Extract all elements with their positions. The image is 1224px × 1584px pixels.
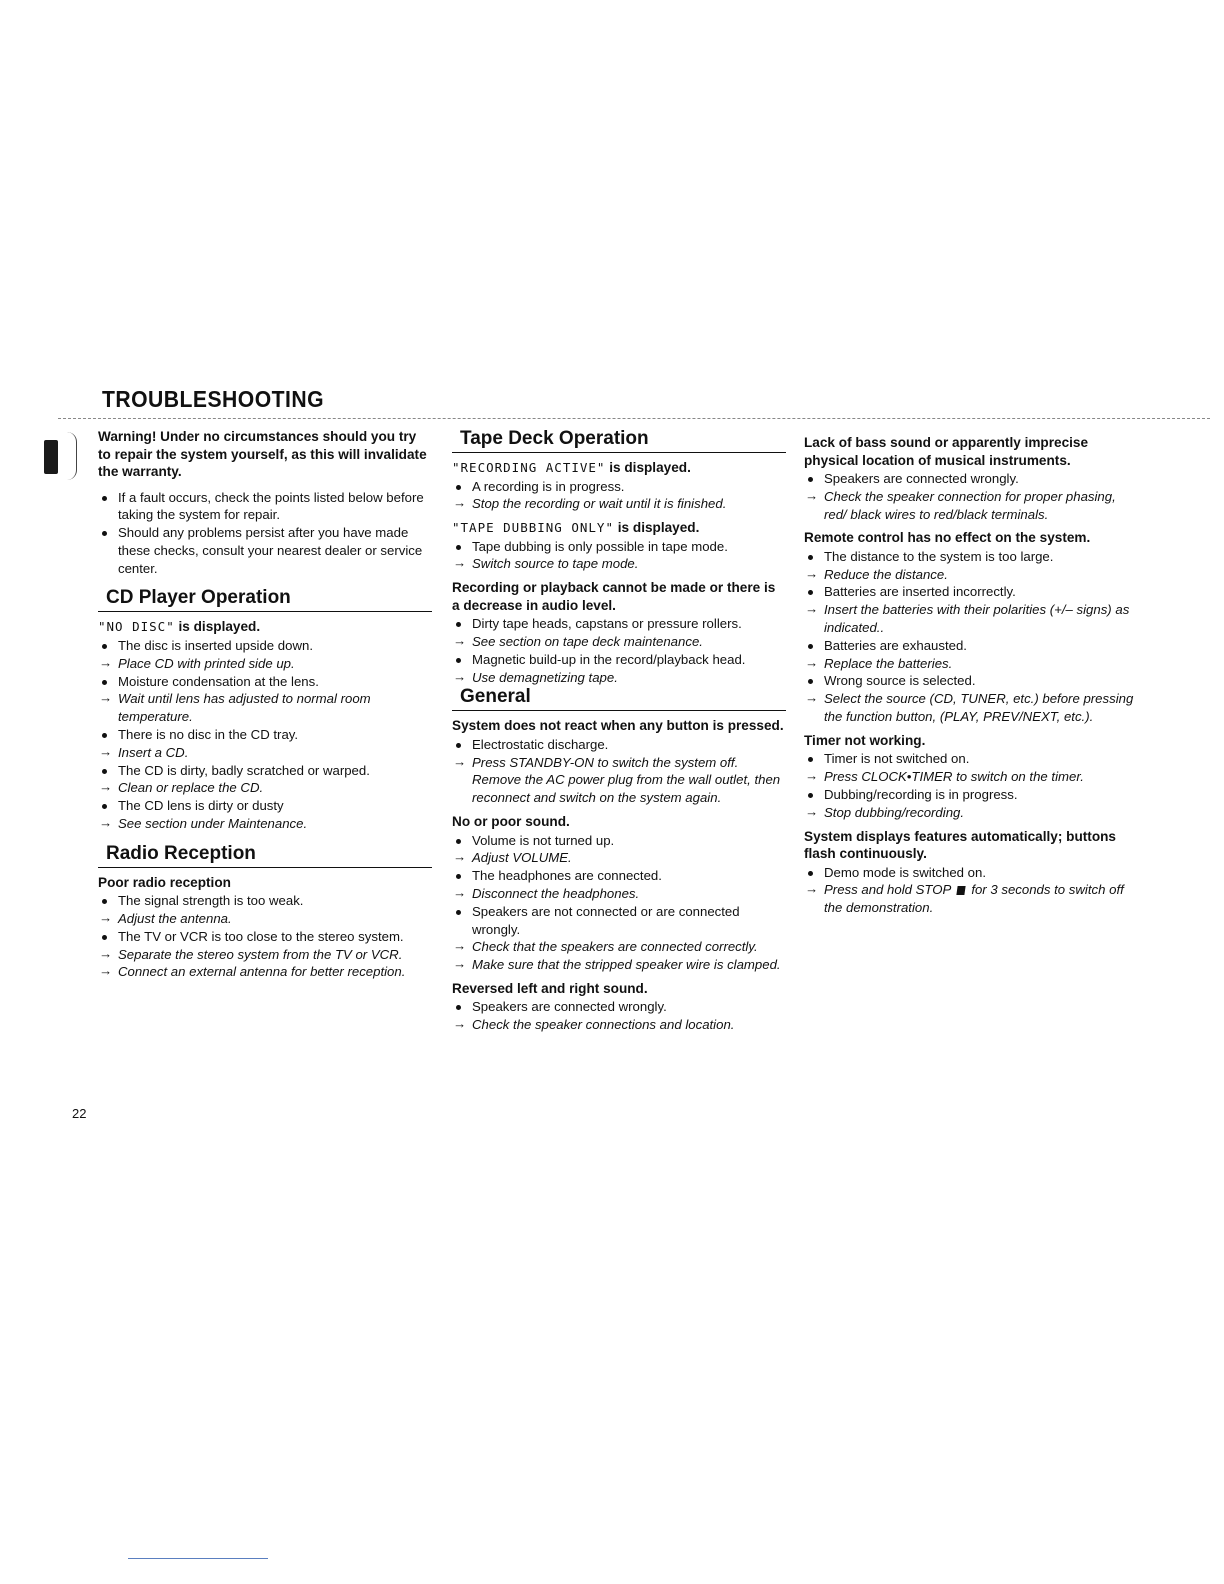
remedy-item bbox=[98, 779, 432, 797]
lcd-message: "RECORDING ACTIVE" bbox=[452, 460, 606, 475]
bullet-icon bbox=[102, 935, 107, 940]
remedy-item bbox=[804, 488, 1138, 524]
general-section-continued bbox=[804, 434, 1138, 917]
item-text: Connect an external antenna for better reception. bbox=[118, 964, 406, 980]
cause-item bbox=[804, 786, 1138, 804]
cause-item bbox=[98, 726, 432, 744]
cause-item bbox=[452, 651, 786, 669]
item-text: Adjust the antenna. bbox=[118, 911, 232, 927]
arrow-icon: → bbox=[99, 654, 113, 670]
cause-item bbox=[804, 583, 1138, 601]
problem-title bbox=[804, 529, 1138, 547]
problem-text: Lack of bass sound or apparently imprecise physical location of musical instruments. bbox=[804, 435, 1089, 468]
problem-text: No or poor sound. bbox=[452, 814, 570, 830]
item-text: Replace the batteries. bbox=[824, 655, 953, 671]
cause-item bbox=[452, 867, 786, 885]
cause-item bbox=[804, 470, 1138, 488]
item-text: Dirty tape heads, capstans or pressure rollers. bbox=[472, 616, 742, 632]
remedy-item bbox=[452, 885, 786, 903]
radio-section bbox=[98, 843, 432, 981]
item-text: Check the speaker connection for proper phasing, red/ black wires to red/black terminals. bbox=[824, 488, 1116, 522]
cause-item bbox=[804, 750, 1138, 768]
item-text: Disconnect the headphones. bbox=[472, 885, 640, 901]
arrow-icon: → bbox=[99, 690, 113, 706]
language-tab bbox=[36, 432, 84, 482]
problem-title bbox=[804, 732, 1138, 750]
item-text: Reduce the distance. bbox=[824, 566, 948, 582]
item-text: Stop the recording or wait until it is finished. bbox=[472, 496, 727, 512]
problem-title bbox=[804, 828, 1138, 863]
item-text: Speakers are connected wrongly. bbox=[472, 999, 667, 1015]
arrow-icon: → bbox=[805, 601, 819, 617]
item-text: Check the speaker connections and location. bbox=[472, 1017, 735, 1033]
remedy-item bbox=[452, 956, 786, 974]
general-section bbox=[452, 686, 786, 1034]
cause-item bbox=[98, 524, 432, 577]
item-text: Adjust VOLUME. bbox=[472, 850, 572, 866]
bullet-icon bbox=[456, 622, 461, 627]
problem-text: Reversed left and right sound. bbox=[452, 980, 648, 996]
column-2 bbox=[452, 428, 786, 1034]
item-text: There is no disc in the CD tray. bbox=[118, 726, 299, 742]
arrow-icon: → bbox=[99, 910, 113, 926]
arrow-icon: → bbox=[99, 963, 113, 979]
problem-text: System does not react when any button is pressed. bbox=[452, 718, 784, 734]
item-text: Tape dubbing is only possible in tape mode. bbox=[472, 538, 728, 554]
column-1 bbox=[98, 428, 432, 981]
arrow-icon: → bbox=[453, 668, 467, 684]
bullet-icon bbox=[102, 769, 107, 774]
remedy-item bbox=[804, 566, 1138, 584]
problem-title bbox=[452, 579, 786, 614]
problem-items bbox=[98, 637, 432, 833]
problem-text: is displayed. bbox=[614, 520, 700, 536]
remedy-item bbox=[98, 815, 432, 833]
bullet-icon bbox=[102, 733, 107, 738]
item-text: Press STANDBY-ON to switch the system off. Remove the AC power plug from the wall outlet, then reconnect and switch on the system again. bbox=[472, 754, 781, 806]
bullet-icon bbox=[456, 874, 461, 879]
item-text: Should any problems persist after you have made these checks, consult your nearest dealer or service center. bbox=[118, 525, 423, 576]
problem-title bbox=[452, 717, 786, 735]
footer-rule bbox=[128, 1558, 268, 1559]
problem-text: Poor radio reception bbox=[98, 874, 231, 890]
problem-text: Recording or playback cannot be made or there is a decrease in audio level. bbox=[452, 580, 776, 613]
remedy-item bbox=[452, 1016, 786, 1034]
item-text: Speakers are connected wrongly. bbox=[824, 471, 1019, 486]
bullet-icon bbox=[456, 839, 461, 844]
problem-items bbox=[98, 892, 432, 981]
item-text: Insert a CD. bbox=[118, 744, 189, 760]
cd-section bbox=[98, 587, 432, 832]
item-text: The headphones are connected. bbox=[472, 868, 662, 884]
item-text: Press CLOCK•TIMER to switch on the timer. bbox=[824, 769, 1084, 785]
arrow-icon: → bbox=[99, 743, 113, 759]
cause-item bbox=[98, 928, 432, 946]
cause-item bbox=[98, 489, 432, 525]
problem-items bbox=[452, 538, 786, 574]
arrow-icon: → bbox=[453, 938, 467, 954]
arrow-icon: → bbox=[453, 956, 467, 972]
arrow-icon: → bbox=[99, 945, 113, 961]
item-text: The disc is inserted upside down. bbox=[118, 637, 313, 653]
remedy-item bbox=[98, 655, 432, 673]
problem-text: Remote control has no effect on the system. bbox=[804, 530, 1091, 546]
item-text: Moisture condensation at the lens. bbox=[118, 673, 319, 689]
item-text: Magnetic build-up in the record/playback head. bbox=[472, 651, 746, 667]
cause-item bbox=[804, 548, 1138, 566]
lcd-message: "TAPE DUBBING ONLY" bbox=[452, 520, 614, 536]
item-text: Timer is not switched on. bbox=[824, 751, 970, 767]
item-text: See section under Maintenance. bbox=[118, 815, 308, 831]
arrow-icon: → bbox=[453, 753, 467, 769]
item-text: The signal strength is too weak. bbox=[118, 893, 304, 909]
remedy-item bbox=[98, 910, 432, 928]
remedy-item bbox=[452, 938, 786, 956]
arrow-icon: → bbox=[805, 487, 819, 503]
page-title: TROUBLESHOOTING bbox=[102, 386, 325, 412]
title-divider bbox=[58, 418, 1210, 419]
problem-items bbox=[804, 864, 1138, 917]
arrow-icon: → bbox=[805, 881, 819, 897]
remedy-item bbox=[804, 690, 1138, 726]
bullet-icon bbox=[456, 1005, 461, 1010]
lcd-message: "NO DISC" bbox=[98, 619, 175, 635]
arrow-icon: → bbox=[453, 884, 467, 900]
problem-title bbox=[804, 434, 1138, 469]
bullet-icon bbox=[102, 531, 107, 536]
remedy-item bbox=[98, 744, 432, 762]
item-text: Stop dubbing/recording. bbox=[824, 804, 965, 820]
item-text: Volume is not turned up. bbox=[472, 832, 615, 848]
remedy-item bbox=[804, 804, 1138, 822]
bullet-icon bbox=[808, 477, 813, 482]
remedy-item bbox=[452, 495, 786, 513]
item-text: Switch source to tape mode. bbox=[472, 556, 639, 572]
item-text: The CD lens is dirty or dusty bbox=[118, 798, 284, 814]
problem-text: is displayed. bbox=[174, 619, 261, 635]
problem-items bbox=[452, 736, 786, 807]
remedy-item bbox=[98, 690, 432, 726]
cause-item bbox=[98, 673, 432, 691]
item-text: The distance to the system is too large. bbox=[824, 548, 1054, 564]
bullet-icon bbox=[808, 679, 813, 684]
item-text: Check that the speakers are connected correctly. bbox=[472, 939, 758, 955]
remedy-item bbox=[804, 601, 1138, 637]
remedy-item bbox=[452, 849, 786, 867]
problem-items bbox=[804, 750, 1138, 821]
problem-text: is displayed. bbox=[605, 460, 691, 475]
item-text: Place CD with printed side up. bbox=[118, 655, 295, 671]
item-text: Press and hold STOP bbox=[824, 882, 952, 898]
arrow-icon: → bbox=[453, 555, 467, 571]
cause-item bbox=[452, 903, 786, 939]
page-number: 22 bbox=[72, 1106, 87, 1121]
intro-list bbox=[98, 489, 432, 578]
remedy-item bbox=[98, 946, 432, 964]
item-text: Dubbing/recording is in progress. bbox=[824, 786, 1018, 802]
item-text: Electrostatic discharge. bbox=[472, 736, 609, 752]
arrow-icon: → bbox=[805, 803, 819, 819]
warning-text: Warning! Under no circumstances should you try to repair the system yourself, as this will invalidate the warranty. bbox=[98, 429, 427, 479]
cause-item bbox=[804, 672, 1138, 690]
cause-item bbox=[98, 762, 432, 780]
problem-title bbox=[452, 459, 786, 477]
item-text: Use demagnetizing tape. bbox=[472, 669, 618, 685]
arrow-icon: → bbox=[99, 814, 113, 830]
remedy-item bbox=[452, 555, 786, 573]
remedy-item bbox=[804, 881, 1138, 917]
cause-item bbox=[452, 736, 786, 754]
remedy-item bbox=[452, 669, 786, 687]
problem-text: Timer not working. bbox=[804, 732, 926, 748]
bullet-icon bbox=[456, 910, 461, 915]
problem-title bbox=[452, 519, 786, 537]
cause-item bbox=[804, 864, 1138, 882]
problem-title bbox=[98, 874, 432, 892]
arrow-icon: → bbox=[805, 690, 819, 706]
problem-text: System displays features automatically; buttons flash continuously. bbox=[804, 828, 1116, 862]
column-3 bbox=[804, 428, 1138, 917]
section-heading-cd: CD Player Operation bbox=[98, 587, 432, 612]
arrow-icon: → bbox=[453, 849, 467, 865]
item-text: Wrong source is selected. bbox=[824, 673, 976, 689]
problem-title bbox=[452, 813, 786, 831]
tape-section bbox=[452, 428, 786, 686]
item-text: Wait until lens has adjusted to normal room temperature. bbox=[118, 691, 371, 725]
arrow-icon: → bbox=[453, 632, 467, 648]
cause-item bbox=[98, 637, 432, 655]
item-text: Separate the stereo system from the TV or VCR. bbox=[118, 946, 403, 962]
item-text: Demo mode is switched on. bbox=[824, 864, 986, 880]
problem-title bbox=[98, 618, 432, 636]
bullet-icon bbox=[808, 644, 813, 649]
item-text: Speakers are not connected or are connected wrongly. bbox=[472, 903, 740, 937]
problem-items bbox=[452, 615, 786, 686]
item-text: The TV or VCR is too close to the stereo system. bbox=[118, 928, 404, 944]
item-text: The CD is dirty, badly scratched or warped. bbox=[118, 762, 370, 778]
english-tab-icon bbox=[44, 440, 58, 474]
cause-item bbox=[452, 615, 786, 633]
arrow-icon: → bbox=[805, 654, 819, 670]
problem-items bbox=[452, 998, 786, 1034]
bullet-icon bbox=[808, 555, 813, 560]
item-text: Clean or replace the CD. bbox=[118, 780, 264, 796]
section-heading-tape: Tape Deck Operation bbox=[452, 428, 786, 453]
bullet-icon bbox=[102, 644, 107, 649]
cause-item bbox=[452, 832, 786, 850]
arrow-icon: → bbox=[453, 495, 467, 511]
bullet-icon bbox=[808, 590, 813, 595]
problem-items bbox=[804, 470, 1138, 523]
item-text: Insert the batteries with their polarities (+/– signs) as indicated.. bbox=[824, 602, 1130, 636]
cause-item bbox=[452, 478, 786, 496]
bullet-icon bbox=[456, 545, 461, 550]
remedy-item bbox=[98, 963, 432, 981]
cause-item bbox=[804, 637, 1138, 655]
bullet-icon bbox=[808, 871, 813, 876]
item-text-after: for 3 seconds to switch off the demonstration. bbox=[824, 882, 1124, 916]
problem-title bbox=[452, 980, 786, 998]
problem-items bbox=[804, 548, 1138, 726]
arrow-icon: → bbox=[805, 768, 819, 784]
item-text: Batteries are inserted incorrectly. bbox=[824, 584, 1016, 600]
cause-item bbox=[98, 797, 432, 815]
cause-item bbox=[452, 538, 786, 556]
bullet-icon bbox=[102, 496, 107, 501]
item-text: Batteries are exhausted. bbox=[824, 637, 967, 653]
bullet-icon bbox=[808, 757, 813, 762]
cause-item bbox=[452, 998, 786, 1016]
remedy-item bbox=[452, 633, 786, 651]
bullet-icon bbox=[102, 899, 107, 904]
problem-items bbox=[452, 832, 786, 974]
stop-square-icon bbox=[957, 886, 966, 895]
remedy-item bbox=[452, 754, 786, 807]
bullet-icon bbox=[102, 680, 107, 685]
bullet-icon bbox=[456, 658, 461, 663]
cause-item bbox=[98, 892, 432, 910]
item-text: If a fault occurs, check the points listed below before taking the system for repair. bbox=[118, 489, 424, 523]
bullet-icon bbox=[456, 485, 461, 490]
item-text: See section on tape deck maintenance. bbox=[472, 633, 703, 649]
remedy-item bbox=[804, 655, 1138, 673]
arrow-icon: → bbox=[805, 565, 819, 581]
remedy-item bbox=[804, 768, 1138, 786]
problem-items bbox=[452, 478, 786, 514]
bullet-icon bbox=[456, 743, 461, 748]
item-text: A recording is in progress. bbox=[472, 478, 625, 494]
section-heading-general: General bbox=[452, 686, 786, 711]
bullet-icon bbox=[808, 793, 813, 798]
item-text: Make sure that the stripped speaker wire is clamped. bbox=[472, 957, 781, 973]
item-text: Select the source (CD, TUNER, etc.) before pressing the function button, (PLAY, PREV/NEXT, etc.). bbox=[824, 691, 1134, 725]
bullet-icon bbox=[102, 804, 107, 809]
section-heading-radio: Radio Reception bbox=[98, 843, 432, 868]
arrow-icon: → bbox=[99, 779, 113, 795]
arrow-icon: → bbox=[453, 1016, 467, 1032]
